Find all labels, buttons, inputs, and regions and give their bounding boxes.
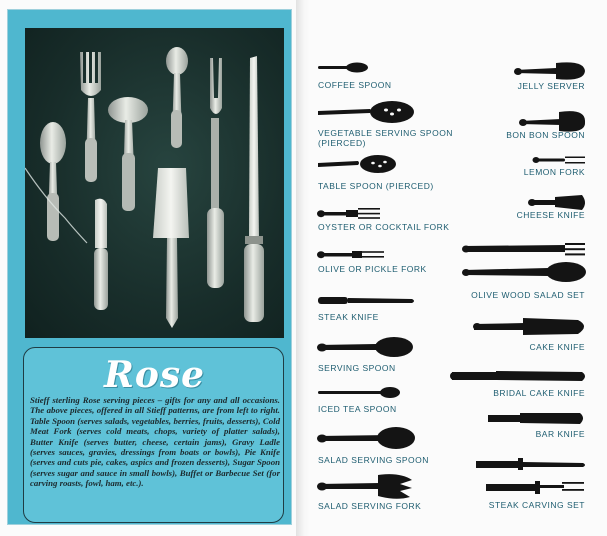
label-olive-wood-salad-set: OLIVE WOOD SALAD SET [471,290,585,300]
olive-fork-icon [317,251,384,258]
label-oyster-fork: OYSTER OR COCKTAIL FORK [318,222,450,232]
pierced-table-spoon-icon [318,155,396,173]
lemon-fork-icon [533,157,586,164]
pattern-title: Rose [103,354,206,396]
jelly-server-icon [514,62,585,79]
label-pierced-table-spoon: TABLE SPOON (PIERCED) [318,181,434,191]
label-steak-carving-set: STEAK CARVING SET [488,500,585,510]
steak-carving-knife-icon [476,458,585,470]
salad-serving-fork-icon [317,474,412,499]
iced-tea-spoon-icon [318,387,400,398]
bridal-cake-knife-icon [450,371,585,381]
oyster-fork-icon [317,208,380,219]
label-bar-knife: BAR KNIFE [535,429,585,439]
olive-wood-salad-fork-icon [462,243,585,255]
steak-carving-fork-icon [486,481,584,494]
cheese-knife-icon [528,195,585,210]
label-cake-knife: CAKE KNIFE [529,342,585,352]
bar-knife-icon [488,413,583,424]
label-bon-bon-spoon: BON BON SPOON [506,130,585,140]
description-text: Stieff sterling Rose serving pieces – gifts for any and all occasions. The above pieces, offered in all Stieff patterns, are from left to right. Table Spoon (serves salads, vegetables, berries, fruits, desserts), Cold Meat Fork (serves cold meats, chops, variety of platter salads), Butter Knife (serves butter, cheese, certain jams), Gravy Ladle (serves sauces, gravies, dressings from boats or bowls), Pie Knife (serves and cuts pie, cakes, aspics and frozen desserts), Sugar Spoon (serves sugar and sauce in small bowls), Buffet or Barbecue Set (for carving roasts, fowl, ham, etc.). [30,395,280,489]
bon-bon-spoon-icon [519,111,585,131]
label-olive-fork: OLIVE OR PICKLE FORK [318,264,427,274]
salad-serving-spoon-icon [317,427,415,449]
label-iced-tea-spoon: ICED TEA SPOON [318,404,397,414]
label-lemon-fork: LEMON FORK [523,167,585,177]
label-steak-knife: STEAK KNIFE [318,312,379,322]
vegetable-serving-spoon-icon [318,101,414,123]
label-salad-serving-spoon: SALAD SERVING SPOON [318,455,429,465]
label-bridal-cake-knife: BRIDAL CAKE KNIFE [493,388,585,398]
cake-knife-icon [473,318,584,335]
label-jelly-server: JELLY SERVER [517,81,585,91]
serving-spoon-icon [317,337,413,357]
label-cheese-knife: CHEESE KNIFE [516,210,585,220]
olive-wood-salad-spoon-icon [462,262,586,282]
coffee-spoon-icon [318,63,368,73]
label-serving-spoon: SERVING SPOON [318,363,396,373]
label-coffee-spoon: COFFEE SPOON [318,80,392,90]
label-vegetable-serving-spoon: VEGETABLE SERVING SPOON (PIERCED) [318,128,453,148]
steak-knife-icon [318,297,414,304]
label-salad-serving-fork: SALAD SERVING FORK [318,501,422,511]
